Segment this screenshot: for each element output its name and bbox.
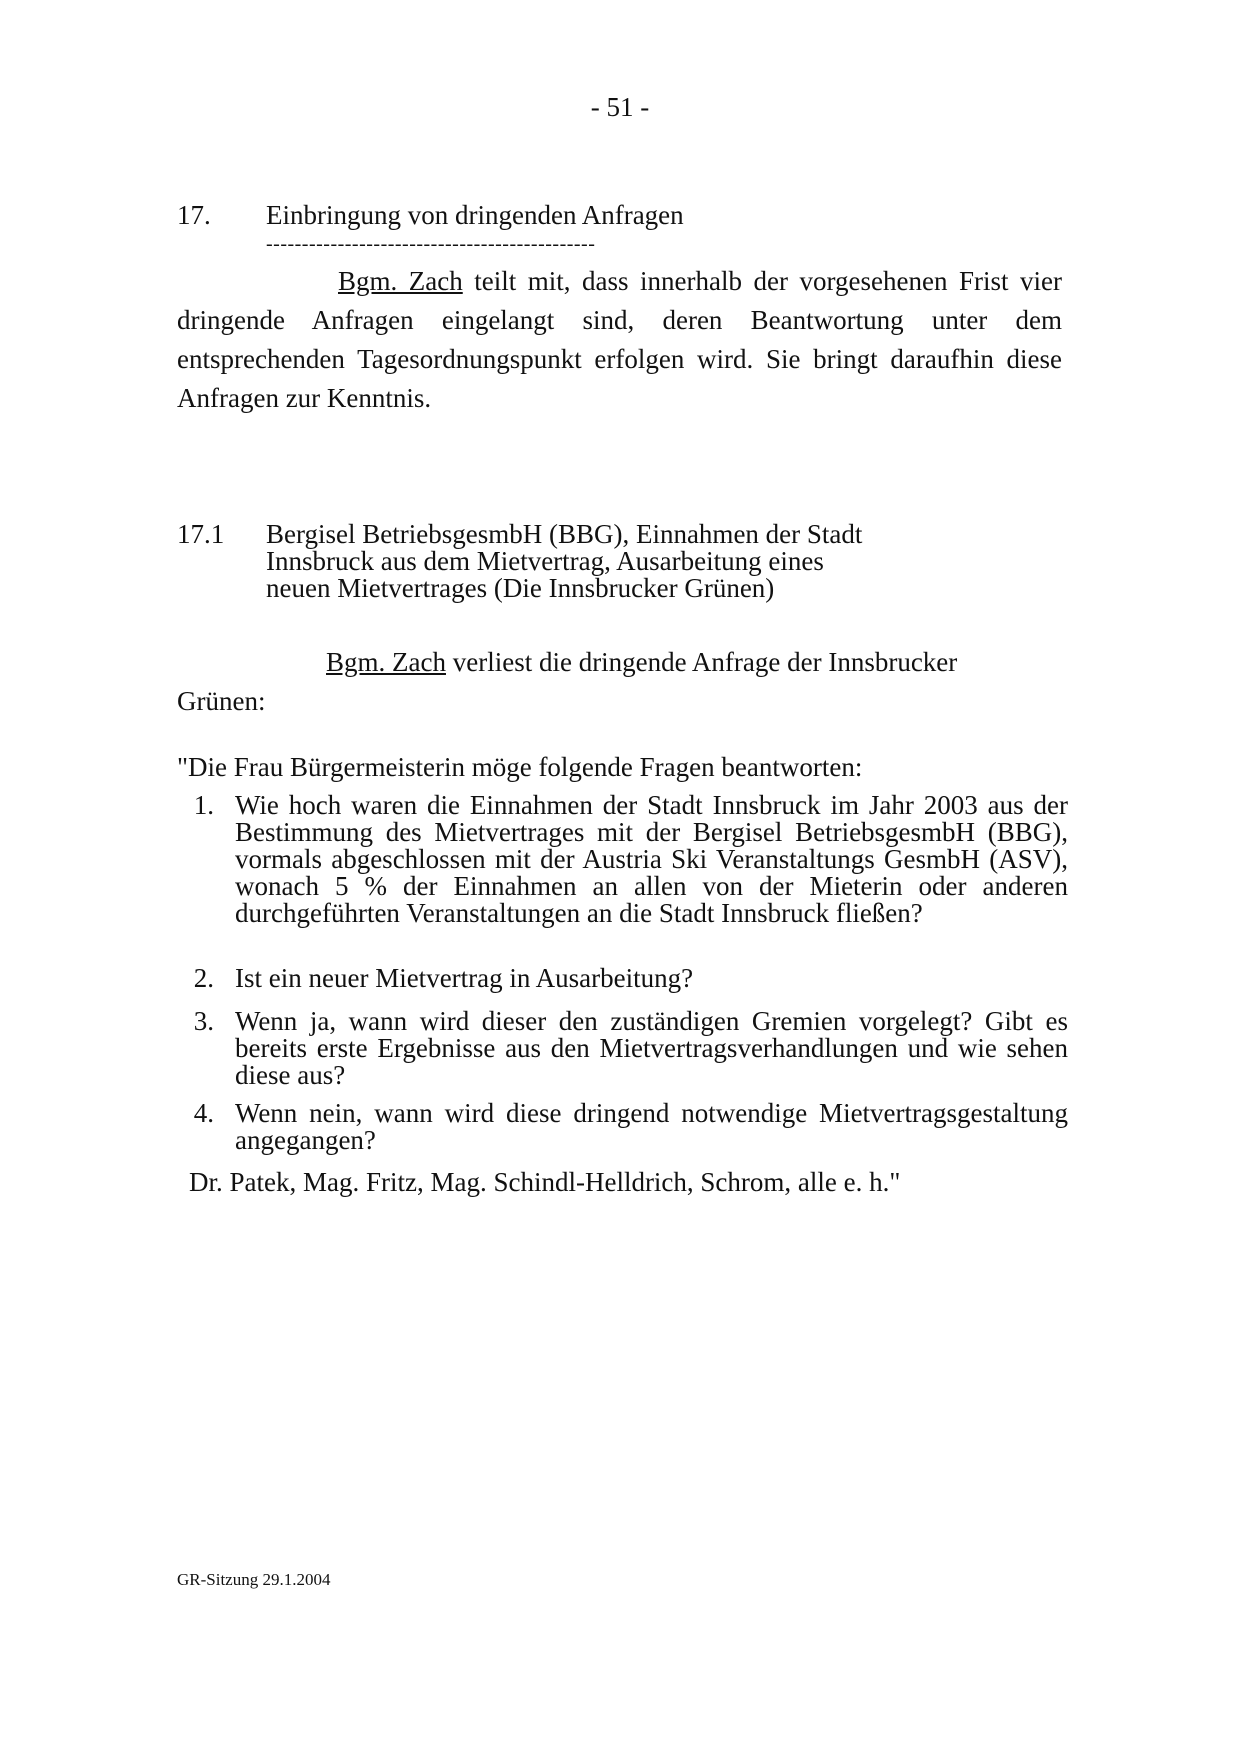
- subsection-title: [266, 521, 1066, 602]
- list-item-text: Ist ein neuer Mietvertrag in Ausarbeitung?: [235, 963, 694, 993]
- list-item-number: 2.: [193, 963, 214, 993]
- subsection-intro-continuation: Grünen:: [177, 686, 266, 716]
- list-item: [186, 1100, 1068, 1154]
- section-paragraph: [177, 262, 1062, 418]
- section-paragraph-text: teilt mit, dass innerhalb der vorgesehenen Frist vier dringende Anfragen eingelangt sind, deren Beantwortung unter dem entsprechenden Tagesordnungspunkt erfolgen wird. Sie bringt daraufhin diese Anfragen zur Kenntnis.: [177, 266, 1062, 413]
- speaker-name: Bgm. Zach: [338, 266, 463, 296]
- subsection-intro: [326, 643, 957, 682]
- inquiry-opening: "Die Frau Bürgermeisterin möge folgende Fragen beantworten:: [177, 752, 863, 782]
- list-item-text: Wenn nein, wann wird diese dringend notwendige Mietvertragsgestaltung angegangen?: [235, 1098, 1068, 1155]
- list-item: [186, 1008, 1068, 1089]
- inquiry-signatories: Dr. Patek, Mag. Fritz, Mag. Schindl-Helldrich, Schrom, alle e. h.": [189, 1167, 901, 1197]
- list-item-number: 4.: [193, 1098, 214, 1128]
- page-footer: GR-Sitzung 29.1.2004: [177, 1570, 331, 1589]
- subsection-title-line: neuen Mietvertrages (Die Innsbrucker Grünen): [266, 573, 775, 603]
- subsection-title-line: Innsbruck aus dem Mietvertrag, Ausarbeitung eines: [266, 546, 824, 576]
- subsection-number: 17.1: [177, 519, 225, 549]
- section-number: 17.: [177, 200, 211, 230]
- list-item-text: Wenn ja, wann wird dieser den zuständigen Gremien vorgelegt? Gibt es bereits erste Ergebnisse aus den Mietvertragsverhandlungen und wie sehen diese aus?: [235, 1006, 1068, 1090]
- list-item: [186, 965, 1068, 992]
- section-title-underline: ----------------------------------------------: [266, 233, 596, 255]
- section-title: Einbringung von dringenden Anfragen: [266, 200, 684, 230]
- speaker-name: Bgm. Zach: [326, 647, 446, 677]
- list-item-number: 3.: [193, 1006, 214, 1036]
- list-item-text: Wie hoch waren die Einnahmen der Stadt Innsbruck im Jahr 2003 aus der Bestimmung des Mietvertrages mit der Bergisel BetriebsgesmbH (BBG), vormals abgeschlossen mit der Austria Ski Veranstaltungs GesmbH (ASV), wonach 5 % der Einnahmen an allen von der Mieterin oder anderen durchgeführten Veranstaltungen an die Stadt Innsbruck fließen?: [235, 790, 1068, 928]
- subsection-title-line: Bergisel BetriebsgesmbH (BBG), Einnahmen der Stadt: [266, 519, 863, 549]
- list-item-number: 1.: [193, 790, 214, 820]
- list-item: [186, 792, 1068, 927]
- page-number: - 51 -: [590, 92, 650, 122]
- subsection-intro-text: verliest die dringende Anfrage der Innsbrucker: [445, 647, 958, 677]
